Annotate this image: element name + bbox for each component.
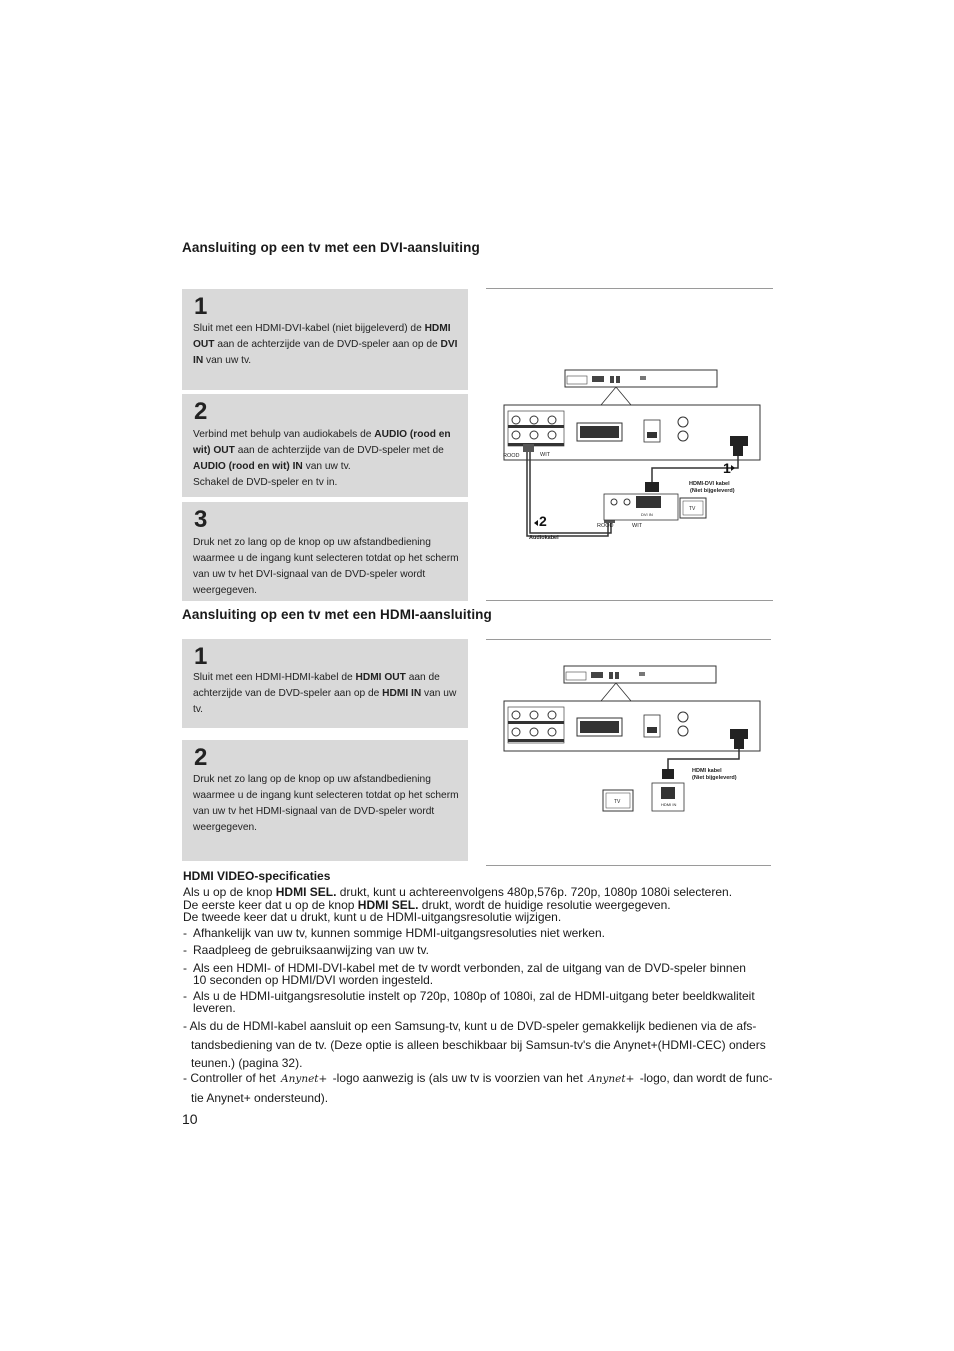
hdmi-in-label: HDMI IN	[661, 802, 677, 807]
divider	[486, 639, 771, 640]
hdmi-step-1-box	[182, 639, 468, 728]
anynet-logo: Anynet+	[588, 1073, 635, 1085]
step-2-marker: 2	[539, 513, 547, 529]
dvd-player-rear-panel	[504, 701, 760, 751]
specs-paragraph: Als u op de knop HDMI SEL. drukt, kunt u achtereenvolgens 480p,576p. 720p, 1080p 1080i selecteren. De eerste keer dat u op de knop HDMI SEL. drukt, wordt de huidige resolutie weergegeven. De tweede keer dat u drukt, kunt u de HDMI-uitgangsresolutie wijzigen.	[183, 885, 733, 924]
step-text: Verbind met behulp van audiokabels de AUDIO (rood en wit) OUT aan de achterzijde van de DVD-speler met de AUDIO (rood en wit) IN van uw tv. Schakel de DVD-speler en tv in.	[193, 429, 451, 488]
hdmi-connection-diagram	[486, 641, 771, 863]
tv-label: TV	[689, 506, 696, 512]
hdmi-dvi-cable-label: HDMI-DVI kabel	[689, 481, 730, 487]
divider	[486, 600, 773, 601]
hdmi-section-title: Aansluiting op een tv met een HDMI-aansluiting	[182, 607, 492, 622]
dvd-player-front	[564, 666, 716, 683]
divider	[486, 288, 773, 289]
not-supplied-label: (Niet bijgeleverd)	[690, 488, 735, 494]
anynet-logo: Anynet+	[281, 1073, 328, 1085]
dvi-connection-diagram	[486, 290, 773, 598]
tv-label: TV	[614, 799, 621, 805]
step-1-marker: 1	[723, 460, 731, 476]
dvi-section-title: Aansluiting op een tv met een DVI-aansluiting	[182, 240, 480, 255]
rood-label: ROOD	[597, 523, 614, 529]
anynet-logo-list-item: - Controller of het Anynet+ -logo aanwezig is (als uw tv is voorzien van het Anynet+ -logo, dan wordt de func- tie Anynet+ ondersteund).	[183, 1071, 773, 1105]
step-number: 3	[194, 506, 208, 533]
hdmi-cable-label: HDMI kabel	[692, 768, 722, 774]
dvd-player-front	[565, 370, 717, 387]
dvi-in-label: DVI IN	[641, 512, 653, 517]
divider	[486, 865, 771, 866]
step-number: 2	[194, 744, 208, 771]
step-text: Sluit met een HDMI-HDMI-kabel de HDMI OUT aan de achterzijde van de DVD-speler aan op de HDMI IN van uw tv.	[193, 672, 457, 715]
not-supplied-label: (Niet bijgeleverd)	[692, 775, 737, 781]
dvi-step-2-box	[182, 394, 468, 497]
rood-label: ROOD	[503, 453, 520, 459]
step-text: Sluit met een HDMI-DVI-kabel (niet bijgeleverd) de HDMI OUT aan de achterzijde van de DVD-speler aan op de DVI IN van uw tv.	[193, 323, 458, 366]
page-number: 10	[182, 1111, 198, 1127]
specs-heading: HDMI VIDEO-specificaties	[183, 869, 331, 883]
step-number: 2	[194, 398, 208, 425]
hdmi-step-2-box	[182, 740, 468, 861]
audio-cable-label: Audiokabel	[529, 535, 559, 541]
anynet-list-item: - Als du de HDMI-kabel aansluit op een Samsung-tv, kunt u de DVD-speler gemakkelijk bedienen via de afs- tandsbediening van de tv. (Deze optie is alleen beschikbaar bij Samsun-tv's die Anynet+(HDMI-CEC) onders teunen.) (pagina 32).	[183, 1019, 766, 1070]
dvi-step-3-box	[182, 502, 468, 601]
wit-label: WIT	[540, 452, 551, 458]
step-text: Druk net zo lang op de knop op uw afstandbediening waarmee u de ingang kunt selecteren totdat op het scherm van uw tv het DVI-signaal van de DVD-speler wordt weergegeven.	[193, 537, 459, 596]
wit-label: WIT	[632, 523, 643, 529]
dvi-step-1-box	[182, 289, 468, 390]
step-number: 1	[194, 643, 208, 670]
step-number: 1	[194, 293, 208, 320]
step-text: Druk net zo lang op de knop op uw afstandbediening waarmee u de ingang kunt selecteren totdat op het scherm van uw tv het HDMI-signaal van de DVD-speler wordt weergegeven.	[193, 774, 459, 833]
